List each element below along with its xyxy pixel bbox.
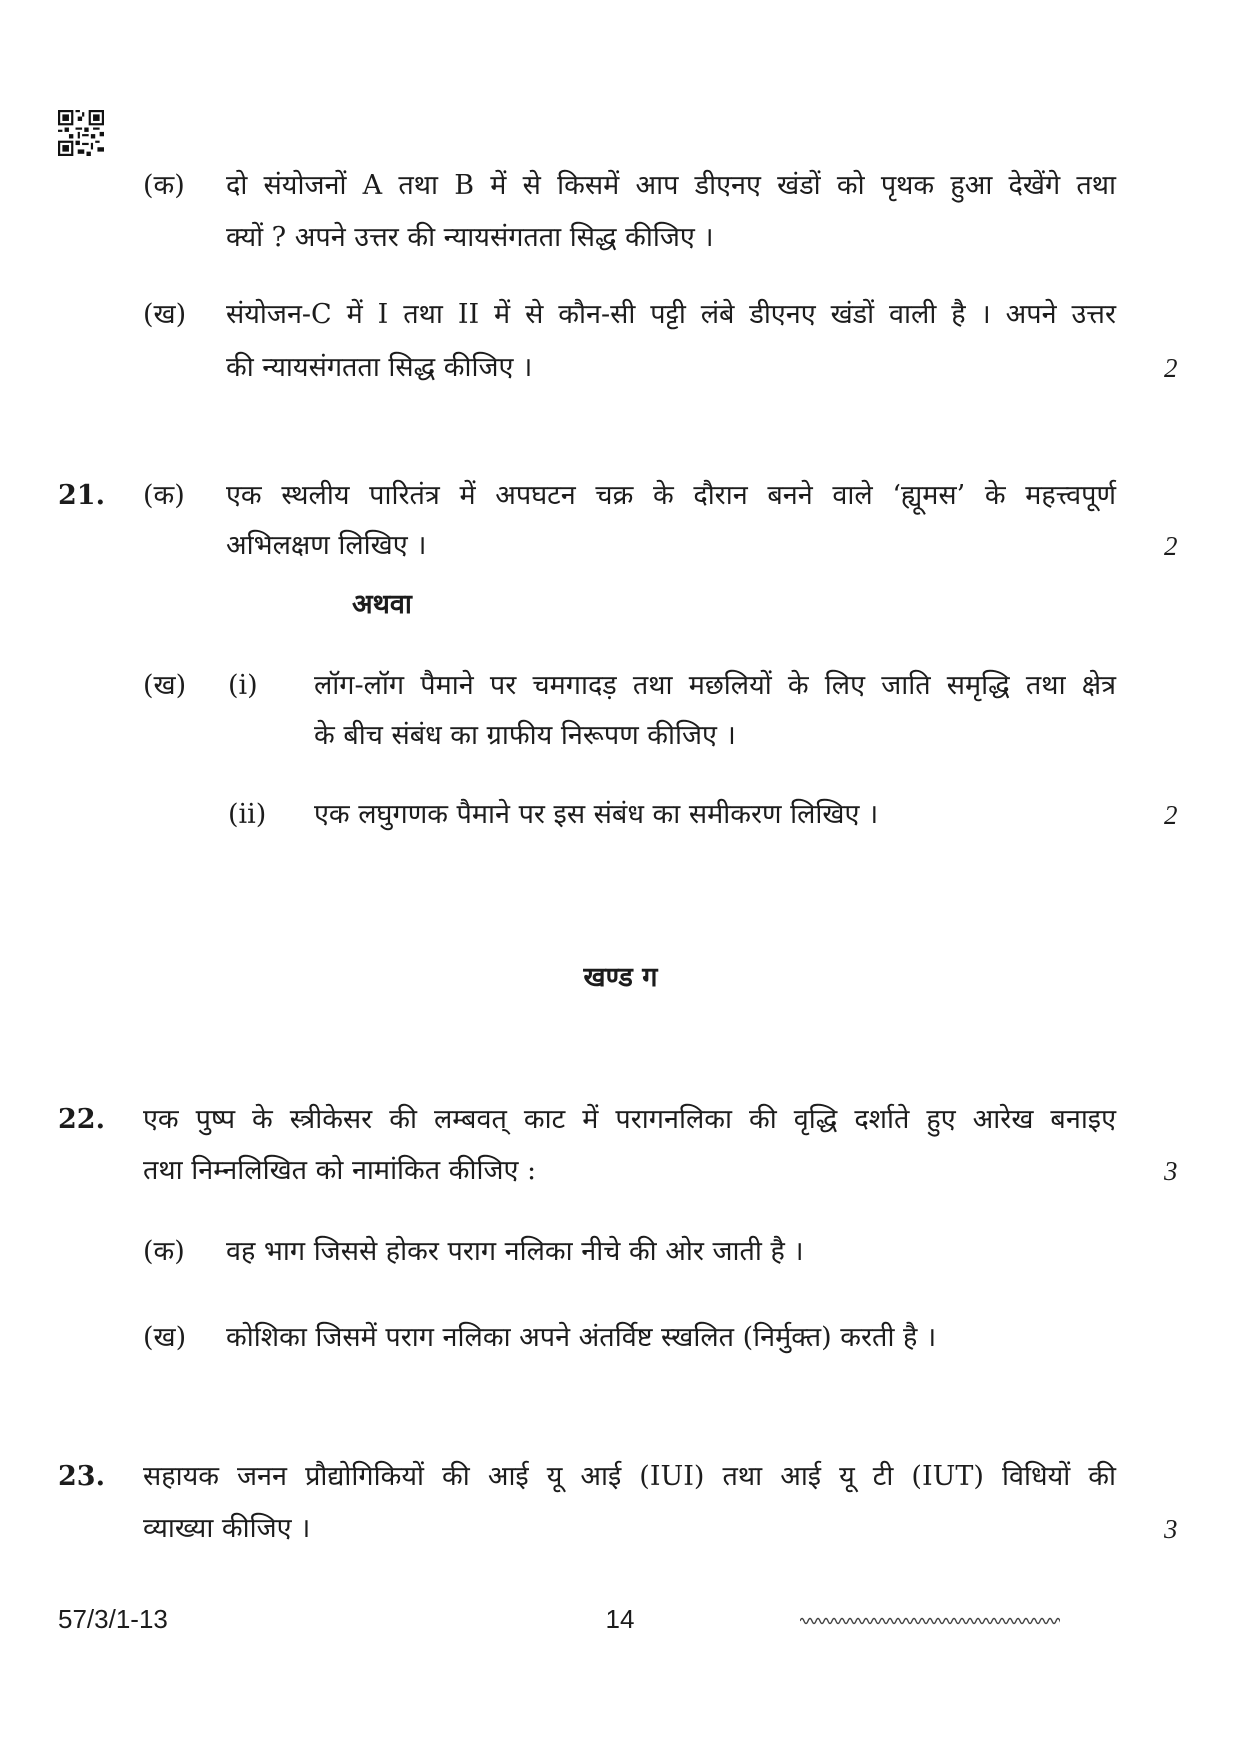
- q22-line2: तथा निम्नलिखित को नामांकित कीजिए :: [143, 1155, 537, 1186]
- q22-ka-label: (क): [143, 1236, 185, 1267]
- q20-kha-label: (ख): [143, 299, 187, 330]
- q21-i-line2: के बीच संबंध का ग्राफीय निरूपण कीजिए ।: [314, 720, 736, 751]
- q21-ii-label: (ii): [228, 799, 267, 830]
- q23-number: 23.: [58, 1461, 105, 1492]
- q20-kha-line1: संयोजन-C में I तथा II में से कौन-सी पट्टी लंबे डीएनए खंडों वाली है । अपने उत्तर: [226, 299, 1116, 330]
- q21-ka-line1: एक स्थलीय पारितंत्र में अपघटन चक्र के दौरान बनने वाले ‘ह्यूमस’ के महत्त्वपूर्ण: [226, 480, 1116, 511]
- q22-line1: एक पुष्प के स्त्रीकेसर की लम्बवत् काट में परागनलिका की वृद्धि दर्शाते हुए आरेख बनाइए: [143, 1104, 1116, 1135]
- wavy-line-decoration: [800, 1614, 1060, 1628]
- q23-marks: 3: [1164, 1514, 1178, 1544]
- q20-ka-label: (क): [143, 170, 185, 201]
- q21-kha-label: (ख): [143, 670, 187, 701]
- section-title: खण्ड ग: [583, 962, 658, 993]
- footer-page-number: 14: [605, 1604, 635, 1634]
- q23-line2: व्याख्या कीजिए ।: [143, 1513, 311, 1544]
- q21-ii-line1: एक लघुगणक पैमाने पर इस संबंध का समीकरण लिखिए ।: [314, 799, 879, 830]
- q22-marks: 3: [1164, 1156, 1178, 1186]
- q21-i-line1: लॉग-लॉग पैमाने पर चमगादड़ तथा मछलियों के लिए जाति समृद्धि तथा क्षेत्र: [314, 670, 1116, 701]
- q21-number: 21.: [58, 480, 105, 511]
- q20-ka-line1: दो संयोजनों A तथा B में से किसमें आप डीएनए खंडों को पृथक हुआ देखेंगे तथा: [226, 170, 1116, 201]
- q23-line1: सहायक जनन प्रौद्योगिकियों की आई यू आई (IUI) तथा आई यू टी (IUT) विधियों की: [143, 1461, 1116, 1492]
- q21-i-label: (i): [228, 670, 258, 701]
- q20-marks: 2: [1164, 353, 1178, 383]
- q21-or: अथवा: [352, 589, 412, 620]
- qr-code: [58, 110, 104, 156]
- q21-kha-marks: 2: [1164, 800, 1178, 830]
- q22-number: 22.: [58, 1104, 105, 1135]
- q22-kha-label: (ख): [143, 1322, 187, 1353]
- q21-ka-marks: 2: [1164, 531, 1178, 561]
- q22-kha-text: कोशिका जिसमें पराग नलिका अपने अंतर्विष्ट स्खलित (निर्मुक्त) करती है ।: [226, 1322, 937, 1353]
- footer-paper-code: 57/3/1-13: [58, 1604, 168, 1634]
- q20-ka-line2: क्यों ? अपने उत्तर की न्यायसंगतता सिद्ध कीजिए ।: [226, 222, 714, 253]
- q20-kha-line2: की न्यायसंगतता सिद्ध कीजिए ।: [226, 352, 533, 383]
- q21-ka-line2: अभिलक्षण लिखिए ।: [226, 530, 427, 561]
- q21-ka-label: (क): [143, 480, 185, 511]
- q22-ka-text: वह भाग जिससे होकर पराग नलिका नीचे की ओर जाती है ।: [226, 1236, 804, 1267]
